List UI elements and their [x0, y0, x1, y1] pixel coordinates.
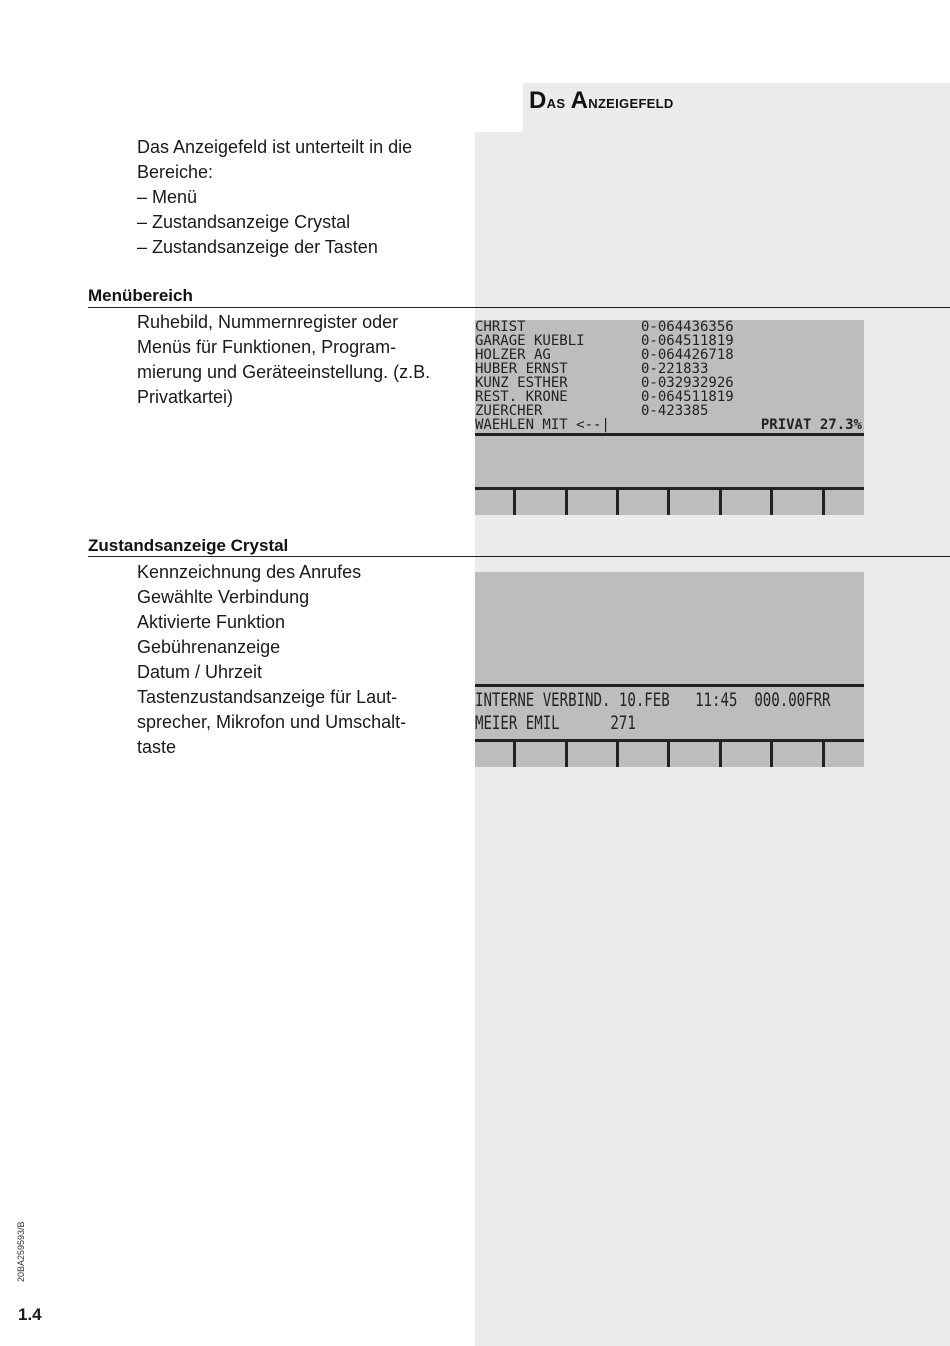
entry-name: HOLZER AG: [475, 347, 551, 363]
entry-number: 0-064436356: [641, 319, 734, 335]
text-line: mierung und Geräteeinstellung. (z.B.: [137, 362, 431, 382]
softkey-divider: [667, 739, 670, 767]
intro-line: – Zustandsanzeige der Tasten: [137, 237, 378, 257]
softkey-divider: [565, 739, 568, 767]
entry-name: REST. KRONE: [475, 389, 568, 405]
text-line: Kennzeichnung des Anrufes: [137, 562, 362, 582]
entry-name: ZUERCHER: [475, 403, 543, 419]
softkey-divider: [513, 487, 516, 515]
intro-line: – Zustandsanzeige Crystal: [137, 212, 351, 232]
text-line: Datum / Uhrzeit: [137, 662, 263, 682]
intro-line: – Menü: [137, 187, 198, 207]
section-text-menu: [137, 310, 430, 410]
intro-text: [137, 135, 412, 260]
title-box: [523, 83, 950, 132]
lcd-divider: [475, 433, 864, 436]
intro-line: Das Anzeigefeld ist unterteilt in die: [137, 137, 413, 157]
softkey-row: [475, 739, 864, 767]
text-line: Gewählte Verbindung: [137, 587, 310, 607]
document-code: 20BA259593/B: [16, 1221, 26, 1282]
section-text-crystal: [137, 560, 406, 760]
text-line: Aktivierte Funktion: [137, 612, 286, 632]
entry-name: KUNZ ESTHER: [475, 375, 568, 391]
section-heading-menu: Menübereich: [88, 286, 193, 305]
lcd-divider: [475, 684, 864, 687]
entry-number: 0-064511819: [641, 389, 734, 405]
text-line: Tastenzustandsanzeige für Laut-: [137, 687, 398, 707]
entry-number: 0-064426718: [641, 347, 734, 363]
page-number: 1.4: [18, 1305, 42, 1324]
entry-name: HUBER ERNST: [475, 361, 568, 377]
entry-number: 0-423385: [641, 403, 709, 419]
entry-name: CHRIST: [475, 319, 526, 335]
text-line: sprecher, Mikrofon und Umschalt-: [137, 712, 407, 732]
text-line: Ruhebild, Nummernregister oder: [137, 312, 399, 332]
softkey-divider: [770, 487, 773, 515]
softkey-divider: [719, 487, 722, 515]
status-line-connection: INTERNE VERBIND. 10.FEB 11:45 000.00FRR: [475, 689, 831, 711]
entry-number: 0-064511819: [641, 333, 734, 349]
status-line-caller: MEIER EMIL 271: [475, 712, 636, 734]
lcd-footer-right: PRIVAT 27.3%: [760, 417, 862, 433]
softkey-divider: [822, 739, 825, 767]
softkey-divider: [822, 487, 825, 515]
text-line: Gebührenanzeige: [137, 637, 281, 657]
section-rule: [88, 556, 950, 557]
softkey-divider: [719, 739, 722, 767]
softkey-row: [475, 487, 864, 515]
softkey-divider: [565, 487, 568, 515]
entry-name: GARAGE KUEBLI: [475, 333, 585, 349]
softkey-divider: [616, 487, 619, 515]
entry-number: 0-221833: [641, 361, 709, 377]
lcd-menu-display: [475, 320, 864, 515]
lcd-footer-left: WAEHLEN MIT <--|: [475, 417, 610, 433]
softkey-divider: [770, 739, 773, 767]
page-title: Das Anzeigefeld: [529, 87, 674, 114]
section-heading-crystal: Zustandsanzeige Crystal: [88, 536, 289, 555]
text-line: Privatkartei): [137, 387, 234, 407]
text-line: taste: [137, 737, 177, 757]
lcd-status-display: [475, 572, 864, 767]
softkey-divider: [667, 487, 670, 515]
softkey-divider: [616, 739, 619, 767]
intro-line: Bereiche:: [137, 162, 214, 182]
softkey-divider: [513, 739, 516, 767]
section-rule: [88, 307, 950, 308]
entry-number: 0-032932926: [641, 375, 734, 391]
text-line: Menüs für Funktionen, Program-: [137, 337, 397, 357]
